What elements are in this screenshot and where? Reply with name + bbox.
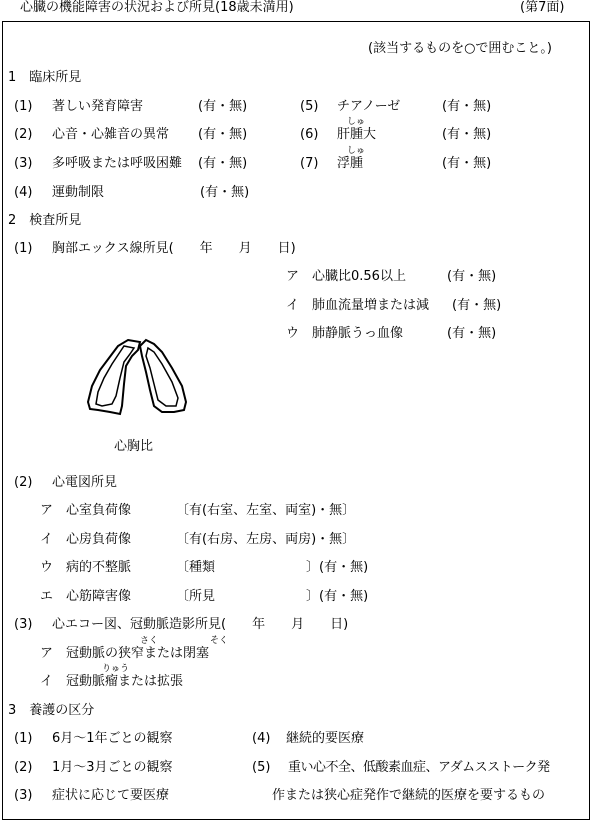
- section2-heading: 2 検査所見: [8, 213, 82, 228]
- ecg-label: 心電図所見: [52, 475, 118, 490]
- care-label[interactable]: 6月～1年ごとの観察: [52, 731, 173, 746]
- furigana: そく: [210, 636, 229, 646]
- echo-num: (3): [14, 617, 33, 632]
- finding-choice[interactable]: (有・無): [198, 127, 248, 142]
- ecg-item-label: イ 心房負荷像: [40, 532, 132, 547]
- finding-choice[interactable]: (有・無): [198, 156, 248, 171]
- section1-heading: 1 臨床所見: [8, 70, 82, 85]
- care-num: (2): [14, 760, 33, 775]
- ecg-item-label: ア 心室負荷像: [40, 503, 132, 518]
- finding-num: (1): [14, 99, 33, 114]
- finding-num: (7): [300, 156, 319, 171]
- care-label[interactable]: 症状に応じて要医療: [52, 788, 170, 803]
- xray-item-choice[interactable]: (有・無): [447, 269, 497, 284]
- ecg-item-detail[interactable]: 〔所見 〕(有・無): [176, 589, 369, 604]
- lungs-diagram: [86, 334, 190, 420]
- ecg-item-label: エ 心筋障害像: [40, 589, 132, 604]
- finding-choice[interactable]: (有・無): [198, 99, 248, 114]
- finding-num: (3): [14, 156, 33, 171]
- page-label: (第7面): [520, 0, 565, 15]
- finding-label: 心音・心雑音の異常: [52, 127, 170, 142]
- echo-item-label: ア 冠動脈の狭窄または閉塞: [40, 646, 210, 661]
- care-num: (5): [252, 760, 271, 775]
- xray-item-label: ウ 肺静脈うっ血像: [286, 326, 404, 341]
- ecg-item-detail[interactable]: 〔種類 〕(有・無): [176, 560, 369, 575]
- finding-label: 浮腫: [337, 156, 364, 171]
- finding-label: 著しい発育障害: [52, 99, 144, 114]
- furigana: さく: [140, 636, 159, 646]
- ecg-item-detail[interactable]: 〔有(右室、左室、両室)・無〕: [176, 503, 356, 518]
- echo-item-label: イ 冠動脈瘤または拡張: [40, 674, 184, 689]
- care-label-continuation: 作または狭心症発作で継続的医療を要するもの: [272, 788, 546, 803]
- care-label[interactable]: 継続的要医療: [286, 731, 365, 746]
- finding-choice[interactable]: (有・無): [200, 185, 250, 200]
- care-num: (1): [14, 731, 33, 746]
- ecg-item-detail[interactable]: 〔有(右房、左房、両房)・無〕: [176, 532, 356, 547]
- care-label[interactable]: 1月～3月ごとの観察: [52, 760, 173, 775]
- furigana: しゅ: [347, 117, 366, 127]
- finding-label: 肝腫大: [337, 127, 377, 142]
- finding-choice[interactable]: (有・無): [442, 156, 492, 171]
- xray-label: 胸部エックス線所見( 年 月 日): [52, 241, 296, 256]
- care-num: (3): [14, 788, 33, 803]
- xray-num: (1): [14, 241, 33, 256]
- finding-label: チアノーゼ: [337, 99, 401, 114]
- care-label[interactable]: 重い心不全、低酸素血症、アダムスストーク発: [288, 760, 550, 775]
- left-lung-inner: [96, 346, 134, 406]
- finding-choice[interactable]: (有・無): [442, 127, 492, 142]
- xray-item-label: ア 心臓比0.56以上: [286, 269, 406, 284]
- finding-label: 運動制限: [52, 185, 105, 200]
- section3-heading: 3 養護の区分: [8, 703, 95, 718]
- xray-item-choice[interactable]: (有・無): [452, 298, 502, 313]
- finding-num: (2): [14, 127, 33, 142]
- ecg-item-label: ウ 病的不整脈: [40, 560, 132, 575]
- finding-label: 多呼吸または呼吸困難: [52, 156, 183, 171]
- finding-num: (5): [300, 99, 319, 114]
- care-num: (4): [252, 731, 271, 746]
- finding-num: (4): [14, 185, 33, 200]
- form-title: 心臓の機能障害の状況および所見(18歳未満用): [20, 0, 294, 15]
- xray-item-label: イ 肺血流量増または減: [286, 298, 430, 313]
- xray-item-choice[interactable]: (有・無): [447, 326, 497, 341]
- furigana: しゅ: [347, 146, 366, 156]
- furigana: りゅう: [102, 664, 130, 674]
- echo-label: 心エコー図、冠動脈造影所見( 年 月 日): [52, 617, 349, 632]
- ecg-num: (2): [14, 475, 33, 490]
- instruction-text: (該当するものを○で囲むこと。): [368, 41, 552, 56]
- finding-choice[interactable]: (有・無): [442, 99, 492, 114]
- figure-caption: 心胸比: [114, 439, 154, 454]
- finding-num: (6): [300, 127, 319, 142]
